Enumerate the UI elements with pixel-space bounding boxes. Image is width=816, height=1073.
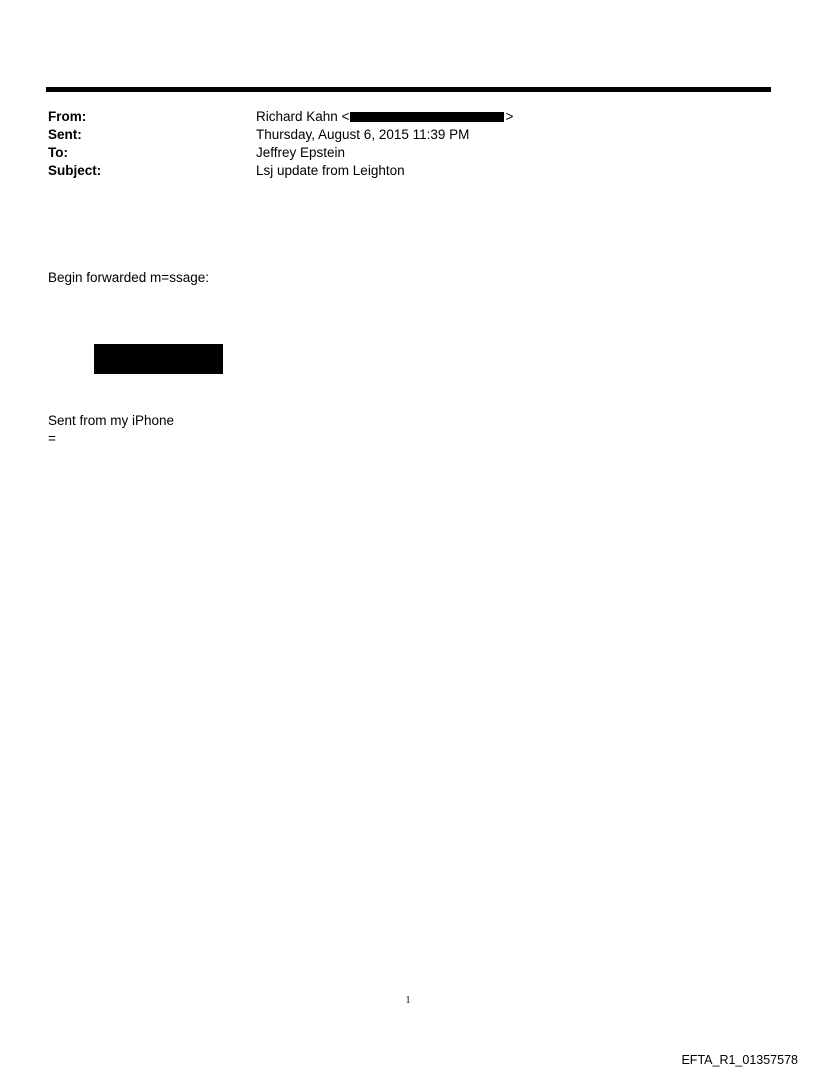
from-value	[256, 108, 513, 126]
from-row	[48, 108, 648, 126]
to-label: To:	[48, 145, 68, 160]
signature-line: Sent from my iPhone	[48, 413, 175, 428]
bates-number: EFTA_R1_01357578	[681, 1053, 798, 1067]
subject-row	[48, 162, 648, 180]
trailing-equals: =	[48, 431, 56, 446]
sent-value: Thursday, August 6, 2015 11:39 PM	[256, 127, 470, 142]
subject-label: Subject:	[48, 163, 102, 178]
email-header	[48, 108, 648, 180]
redacted-block	[94, 344, 223, 374]
forwarded-message-line: Begin forwarded m=ssage:	[48, 270, 209, 285]
subject-value: Lsj update from Leighton	[256, 163, 405, 178]
to-row	[48, 144, 648, 162]
from-label: From:	[48, 109, 87, 124]
redacted-email	[350, 112, 504, 122]
header-rule	[46, 87, 771, 92]
from-close: >	[505, 109, 514, 124]
to-value: Jeffrey Epstein	[256, 145, 346, 160]
sent-label: Sent:	[48, 127, 82, 142]
sent-row	[48, 126, 648, 144]
from-name: Richard Kahn <	[256, 109, 350, 124]
page-number: 1	[405, 995, 411, 1006]
